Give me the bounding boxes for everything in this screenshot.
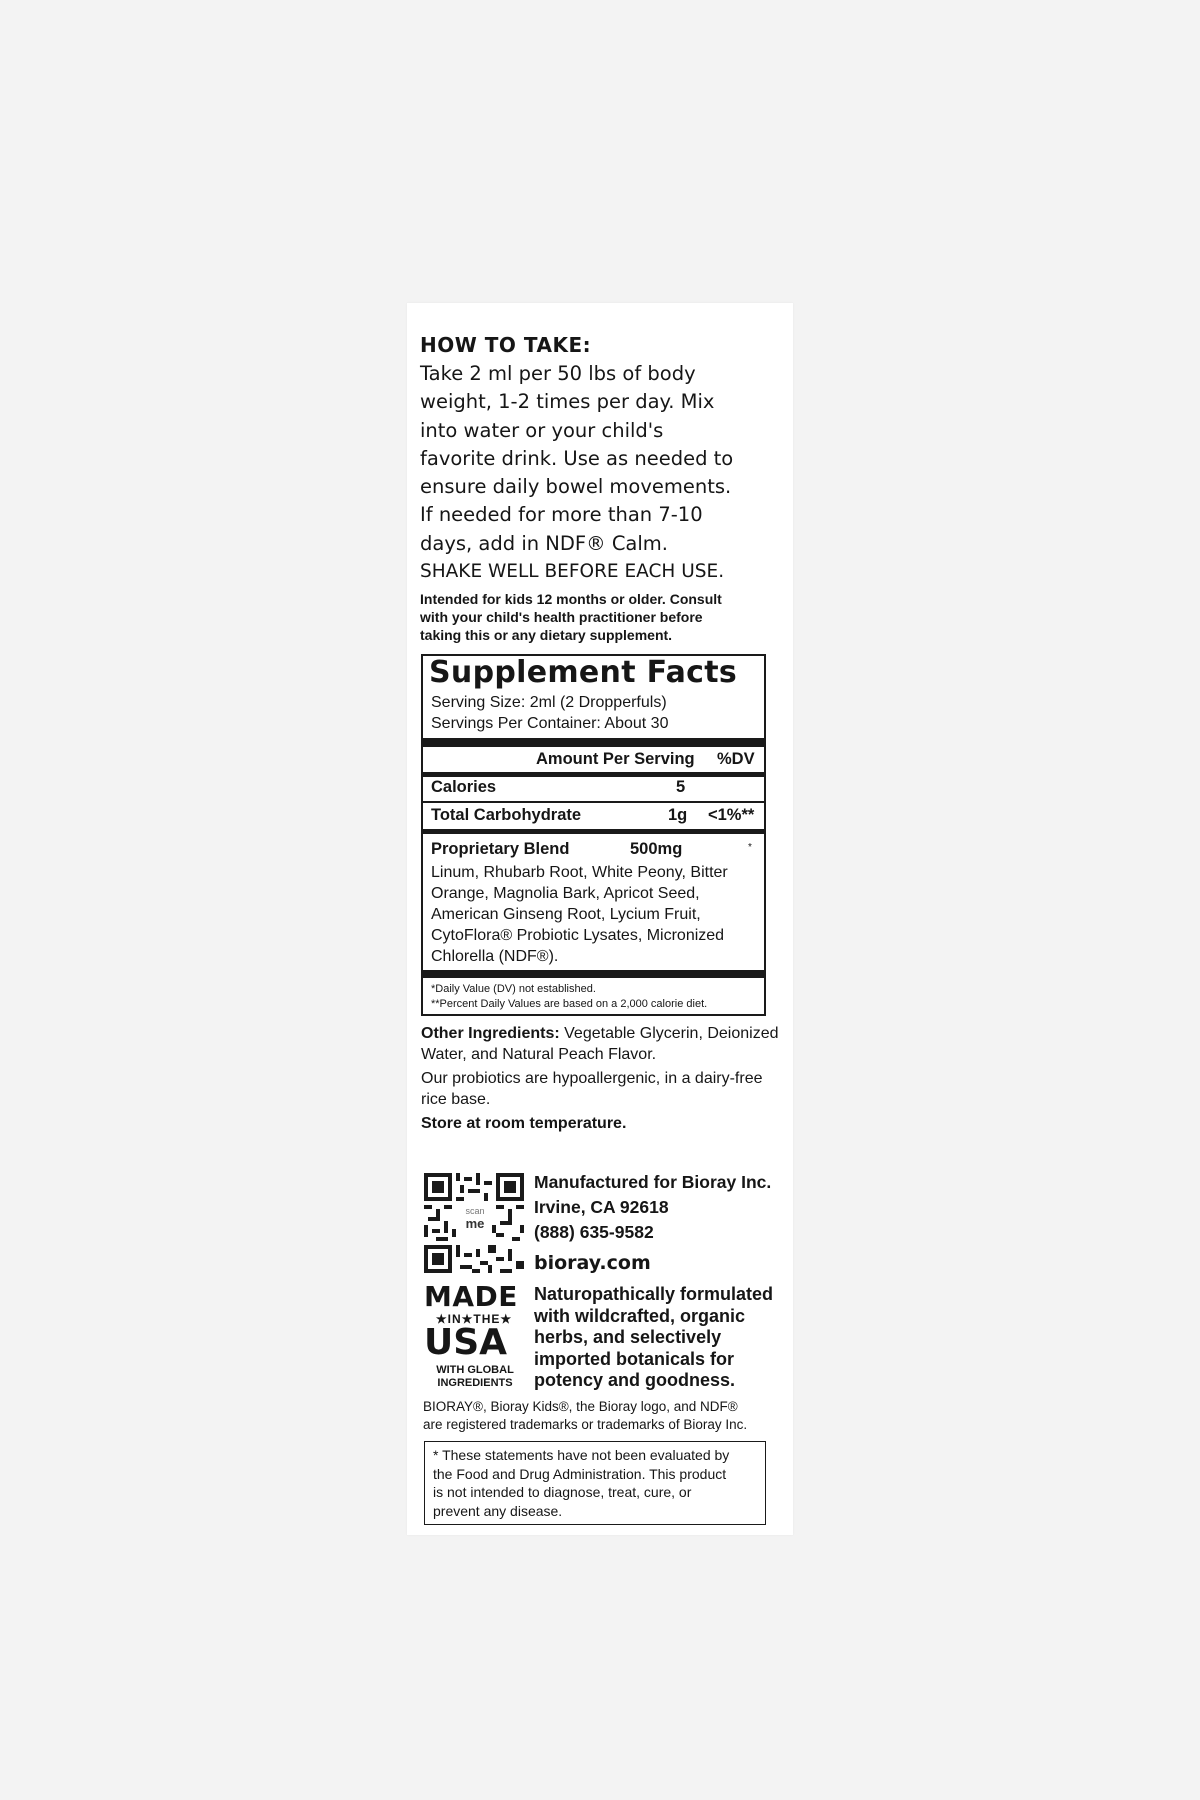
kids-note-line: Intended for kids 12 months or older. Consult [420,591,722,607]
other-ingredients-line: Water, and Natural Peach Flavor. [421,1046,657,1063]
manufacturer-info [534,1170,771,1245]
made-in-usa-in-the: ★IN★THE★ [435,1312,513,1326]
instruction-line: favorite drink. Use as needed to [420,446,734,470]
statement-line: herbs, and selectively [534,1327,722,1347]
footnote-line: **Percent Daily Values are based on a 2,000 calorie diet. [431,998,708,1010]
instruction-line: Take 2 ml per 50 lbs of body [420,362,696,385]
global-line: INGREDIENTS [437,1377,513,1389]
proprietary-blend-value: 500mg [630,840,683,858]
fda-disclaimer-box [424,1441,766,1525]
header-divider [421,772,766,777]
calories-label: Calories [431,778,497,796]
footnote-line: *Daily Value (DV) not established. [431,983,596,995]
supplement-facts-title: Supplement Facts [429,655,738,690]
trademark-line: are registered trademarks or trademarks of Bioray Inc. [423,1417,748,1432]
statement-line: imported botanicals for [534,1348,735,1369]
manufacturer-line: Irvine, CA 92618 [534,1197,669,1217]
row-divider [421,801,766,803]
serving-size: Serving Size: 2ml (2 Dropperfuls) [431,694,667,711]
statement-line: potency and goodness. [534,1370,736,1390]
manufacturer-line: Manufactured for Bioray Inc. [534,1172,772,1192]
ingredient-line: American Ginseng Root, Lycium Fruit, [431,906,701,923]
ingredient-line: Orange, Magnolia Bark, Apricot Seed, [431,885,700,902]
disclaimer-line: the Food and Drug Administration. This product [433,1465,727,1482]
qr-scan-label: scan [465,1206,485,1216]
qr-code[interactable] [424,1173,524,1273]
kids-note-line: with your child's health practitioner before [420,609,703,625]
qr-me-label: me [465,1216,485,1231]
ingredient-line: CytoFlora® Probiotic Lysates, Micronized [431,927,725,944]
thick-divider [421,738,766,747]
how-to-take-instructions [420,360,792,586]
manufacturer-phone: (888) 635-9582 [534,1222,654,1242]
dv-header: %DV [717,750,755,768]
carbohydrate-value: 1g [668,806,688,824]
disclaimer-line: is not intended to diagnose, treat, cure, or [433,1484,692,1500]
probiotics-note-line: rice base. [421,1091,491,1108]
website-link[interactable]: bioray.com [534,1252,651,1274]
other-ingredients-line: Vegetable Glycerin, Deionized [559,1025,779,1042]
disclaimer-line: * These statements have not been evaluated by [433,1447,730,1463]
kids-note-line: taking this or any dietary supplement. [420,627,673,643]
instruction-line: into water or your child's [420,418,664,442]
servings-per-container: Servings Per Container: About 30 [431,715,669,732]
ingredient-line: Chlorella (NDF®). [431,948,559,965]
supplement-footnotes [431,982,761,1012]
other-ingredients-block [421,1023,791,1134]
how-to-take-heading: HOW TO TAKE: [420,333,592,357]
naturopathic-statement [534,1284,773,1392]
blend-dv-marker: * [748,842,752,853]
trademark-notice [423,1398,747,1434]
statement-line: with wildcrafted, organic [534,1305,746,1326]
trademark-line: BIORAY®, Bioray Kids®, the Bioray logo, and NDF® [423,1399,738,1414]
made-in-usa-made: MADE [424,1280,518,1313]
footnote-divider [421,970,766,978]
ingredient-line: Linum, Rhubarb Root, White Peony, Bitter [431,864,728,881]
probiotics-note-line: Our probiotics are hypoallergenic, in a dairy-free [421,1070,763,1087]
instruction-line: ensure daily bowel movements. [420,475,732,499]
instruction-line: days, add in NDF® Calm. [420,531,668,555]
proprietary-blend-label: Proprietary Blend [431,840,570,858]
storage-note: Store at room temperature. [421,1115,627,1132]
made-in-usa-usa: USA [424,1322,508,1363]
instruction-line: If needed for more than 7-10 [420,503,703,527]
amount-per-serving-header: Amount Per Serving [536,750,695,768]
kids-age-note [420,590,792,644]
statement-line: Naturopathically formulated [534,1284,774,1304]
shake-well-note: SHAKE WELL BEFORE EACH USE. [420,561,725,583]
blend-ingredients [431,862,761,967]
global-line: WITH GLOBAL [436,1364,514,1376]
carbohydrate-dv: <1%** [708,806,755,824]
other-ingredients-label: Other Ingredients: [421,1025,560,1042]
blend-divider [421,829,766,834]
instruction-line: weight, 1-2 times per day. Mix [420,390,715,414]
calories-value: 5 [676,778,686,796]
disclaimer-line: prevent any disease. [433,1502,563,1519]
made-in-usa-global-ingredients [424,1364,526,1390]
carbohydrate-label: Total Carbohydrate [431,806,582,824]
